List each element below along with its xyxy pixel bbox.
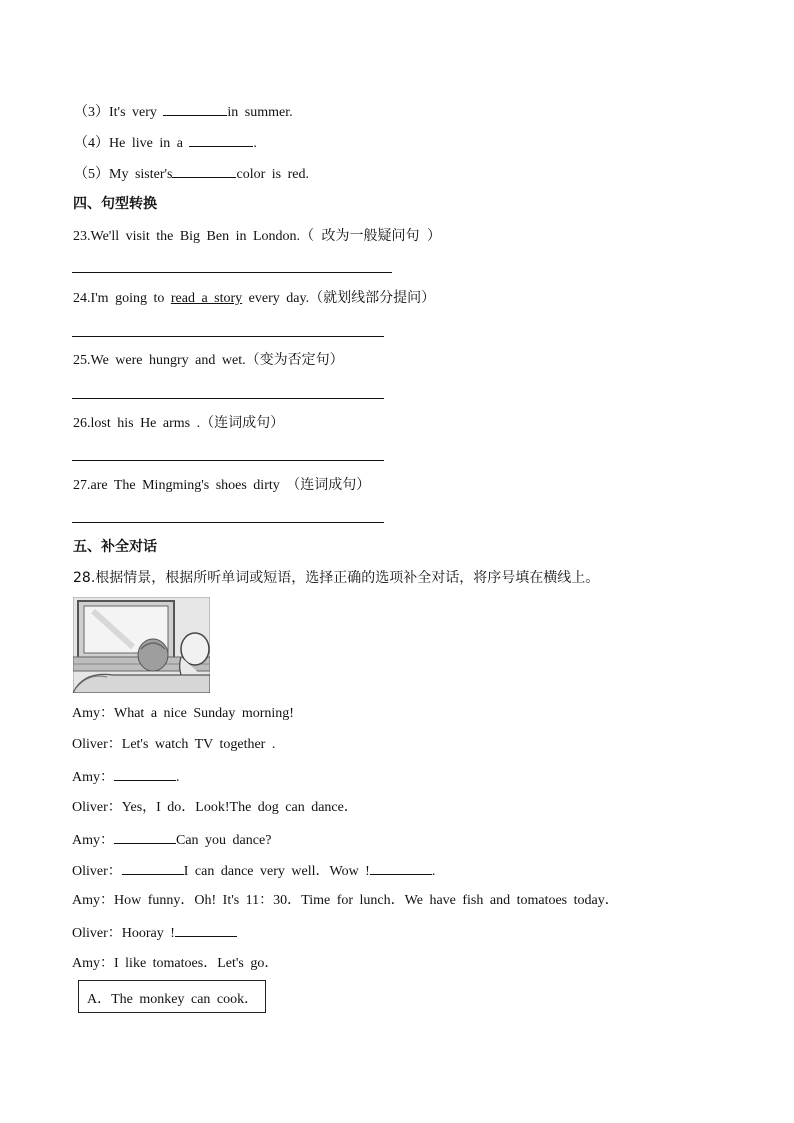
answer-line[interactable] [72, 336, 384, 337]
fill-item-4 [74, 133, 257, 153]
dialogue-line [72, 923, 237, 943]
section-heading: 五、补全对话 [73, 539, 157, 555]
question-text: 24.I'm going to [73, 291, 171, 306]
question-instruction: （连词成句） [286, 477, 371, 493]
speaker-label: Amy： [72, 770, 114, 785]
question-instruction: （就划线部分提问） [309, 290, 436, 306]
question-text: 25.We were hungry and wet. [73, 353, 246, 368]
fill-item-text: in summer. [227, 105, 293, 120]
dialogue-line [72, 861, 435, 881]
tv-scene-illustration [73, 597, 210, 693]
fill-item-text: My sister's [109, 167, 173, 182]
speaker-label: Oliver： [72, 864, 122, 879]
question-text: 27.are The Mingming's shoes dirty [73, 478, 280, 493]
answer-line[interactable] [72, 272, 392, 273]
dialogue-text: . [176, 770, 180, 785]
dialogue-text: . [431, 864, 436, 879]
dialogue-text: Oliver：Hooray ! [72, 926, 175, 941]
answer-blank[interactable] [114, 830, 176, 844]
answer-blank[interactable] [122, 861, 184, 875]
question-28: 28.根据情景，根据所听单词或短语，选择正确的选项补全对话，将序号填在横线上。 [73, 570, 600, 586]
dialogue-text: I can dance very well．Wow ! [183, 864, 370, 879]
fill-item-5 [74, 164, 309, 184]
dialogue-line: Oliver：Yes，I do．Look!The dog can dance． [72, 800, 358, 815]
fill-item-text: . [253, 136, 257, 151]
answer-blank[interactable] [172, 164, 236, 178]
dialogue-text: Can you dance? [176, 833, 272, 848]
fill-item-3 [74, 102, 293, 122]
dialogue-line: Amy：What a nice Sunday morning! [72, 706, 294, 721]
answer-blank[interactable] [189, 133, 253, 147]
option-box [78, 980, 266, 1013]
question-text: 23.We'll visit the Big Ben in London. [73, 229, 301, 244]
question-26 [73, 414, 284, 433]
fill-item-number: （3） [74, 105, 109, 120]
fill-item-text: He live in a [109, 136, 190, 151]
fill-item-number: （4） [74, 136, 109, 151]
question-23 [73, 227, 441, 246]
answer-blank[interactable] [370, 861, 432, 875]
answer-line[interactable] [72, 522, 384, 523]
fill-item-text: color is red. [236, 167, 309, 182]
question-24 [73, 289, 435, 308]
option-a: A．The monkey can cook． [87, 992, 259, 1007]
answer-blank[interactable] [114, 767, 176, 781]
question-instruction: （ 改为一般疑问句 ） [300, 228, 441, 244]
question-27 [73, 476, 370, 495]
question-text: every day. [242, 291, 310, 306]
fill-item-number: （5） [74, 167, 109, 182]
dialogue-line: Amy：I like tomatoes．Let's go． [72, 956, 279, 971]
dialogue-line: Amy：How funny．Oh! It's 11：30．Time for lunch．We have fish and tomatoes today． [72, 893, 619, 908]
dialogue-line [72, 830, 271, 850]
dialogue-line [72, 767, 180, 787]
fill-item-text: It's very [109, 105, 164, 120]
question-instruction: （连词成句） [200, 415, 285, 431]
answer-blank[interactable] [175, 923, 237, 937]
section-heading: 四、句型转换 [73, 196, 157, 212]
dialogue-line: Oliver：Let's watch TV together . [72, 737, 276, 752]
question-25 [73, 351, 344, 370]
question-instruction: （变为否定句） [245, 352, 344, 368]
question-text: 26.lost his He arms . [73, 416, 201, 431]
answer-blank[interactable] [163, 102, 227, 116]
answer-line[interactable] [72, 460, 384, 461]
answer-line[interactable] [72, 398, 384, 399]
underlined-phrase: read a story [170, 291, 243, 306]
speaker-label: Amy： [72, 833, 114, 848]
